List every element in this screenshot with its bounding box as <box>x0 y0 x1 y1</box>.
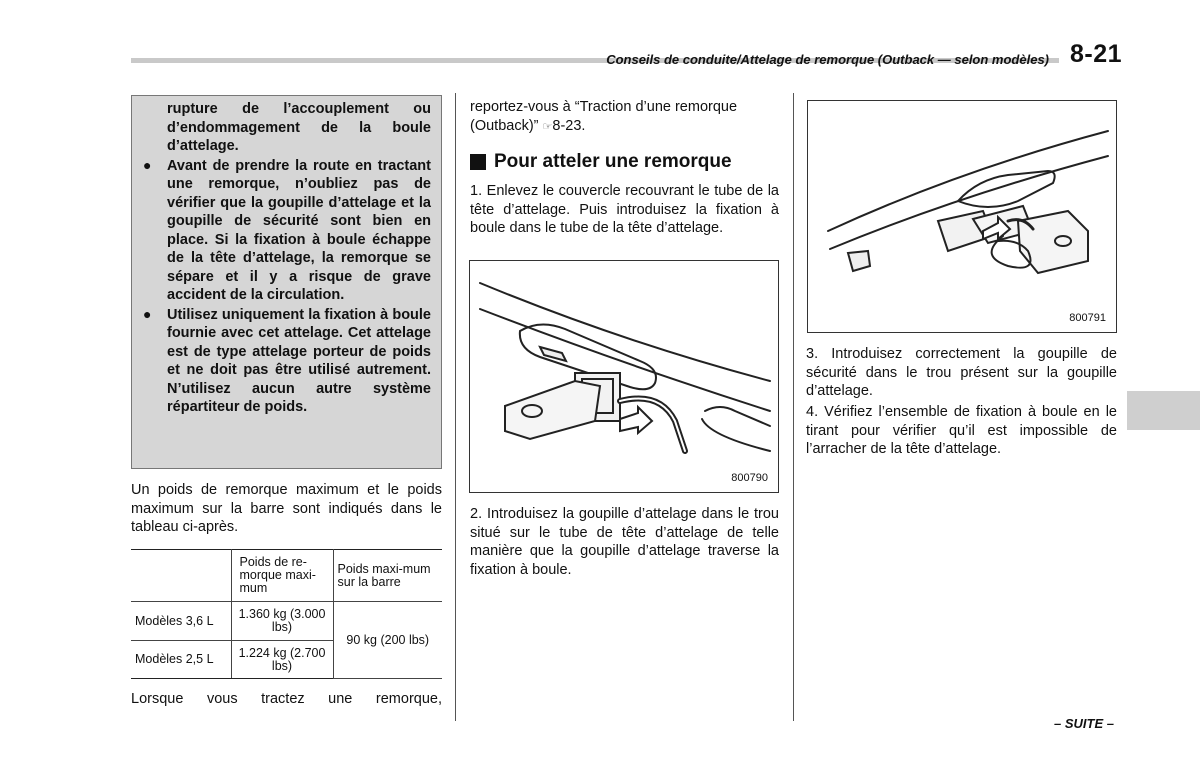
square-bullet-icon <box>470 154 486 170</box>
pointing-hand-icon: ☞ <box>542 120 553 133</box>
table-cell-trailer-weight: 1.360 kg (3.000 lbs) <box>231 602 333 641</box>
continued-indicator: – SUITE – <box>1054 716 1114 731</box>
table-cell-bar-weight: 90 kg (200 lbs) <box>333 602 442 679</box>
figure-code: 800790 <box>731 472 768 484</box>
figure-safety-pin-insertion <box>807 100 1117 333</box>
step-2-text: 2. Introduisez la goupille d’attelage dans le trou situé sur le tube de tête d’attelage de telle manière que la goupille d’attelage traverse la fixation à boule. <box>470 506 779 578</box>
table-cell-trailer-weight: 1.224 kg (2.700 lbs) <box>231 641 333 679</box>
warning-item <box>132 306 431 417</box>
table-header-cell <box>131 550 231 602</box>
step-1-text: 1. Enlevez le couvercle recouvrant le tube de la tête d’attelage. Puis introduisez la fixation à boule dans le tube de la tête d’attelage. <box>470 183 779 236</box>
warning-item <box>132 157 431 305</box>
page-header-title: Conseils de conduite/Attelage de remorque (Outback — selon modèles) <box>606 52 1049 67</box>
page-number: 8-21 <box>1070 40 1123 68</box>
bullet-icon: ● <box>143 156 152 173</box>
table-row <box>131 602 442 641</box>
weight-intro-paragraph: Un poids de remorque maximum et le poids maximum sur la barre sont indiqués dans le tableau ci-après. <box>131 482 442 535</box>
warning-box <box>131 95 442 469</box>
bullet-icon: ● <box>143 305 152 322</box>
section-heading-text: Pour atteler une remorque <box>494 151 732 172</box>
warning-continuation: rupture de l’accouplement ou d’endommagement de la boule d’attelage. <box>167 101 431 154</box>
table-cell-model: Modèles 3,6 L <box>131 602 231 641</box>
reference-page: 8-23. <box>552 117 586 134</box>
weight-table <box>131 549 442 679</box>
figure-code: 800791 <box>1069 312 1106 324</box>
chapter-side-tab <box>1127 391 1200 430</box>
step-3-text: 3. Introduisez correctement la goupille de sécurité dans le trou présent sur la goupille d’attelage. <box>806 346 1117 399</box>
table-header-cell: Poids de re-morque maxi-mum <box>231 550 333 602</box>
section-heading <box>470 151 732 173</box>
reference-paragraph <box>470 98 779 136</box>
table-header-cell: Poids maxi-mum sur la barre <box>333 550 442 602</box>
step-4-text: 4. Vérifiez l’ensemble de fixation à boule en le tirant pour vérifier qu’il est impossible de l’arracher de la tête d’attelage. <box>806 404 1117 457</box>
figure-ball-mount-insertion <box>469 260 779 493</box>
table-cell-model: Modèles 2,5 L <box>131 641 231 679</box>
reference-text: reportez-vous à “Traction d’une remorque (Outback)” <box>470 99 738 134</box>
warning-item-text: Avant de prendre la route en tractant une remorque, n’oubliez pas de vérifier que la goupille d’attelage et la goupille de sécurité sont bien en place. Si la fixation à boule échappe de la tête d’attelage, la remorque se sépare et il y a risque de grave accident de la circulation. <box>167 157 431 303</box>
column-divider-left <box>455 93 456 721</box>
safety-pin-illustration <box>808 101 1117 333</box>
warning-item-text: Utilisez uniquement la fixation à boule fournie avec cet attelage. Cet attelage est de type attelage porteur de poids et ne doit pas être utilisé autrement. N’utilisez aucun autre système répartiteur de poids. <box>167 306 431 415</box>
column-divider-right <box>793 93 794 721</box>
closing-paragraph: Lorsque vous tractez une remorque, <box>131 691 442 707</box>
table-header-row <box>131 550 442 602</box>
hitch-illustration <box>470 261 779 493</box>
